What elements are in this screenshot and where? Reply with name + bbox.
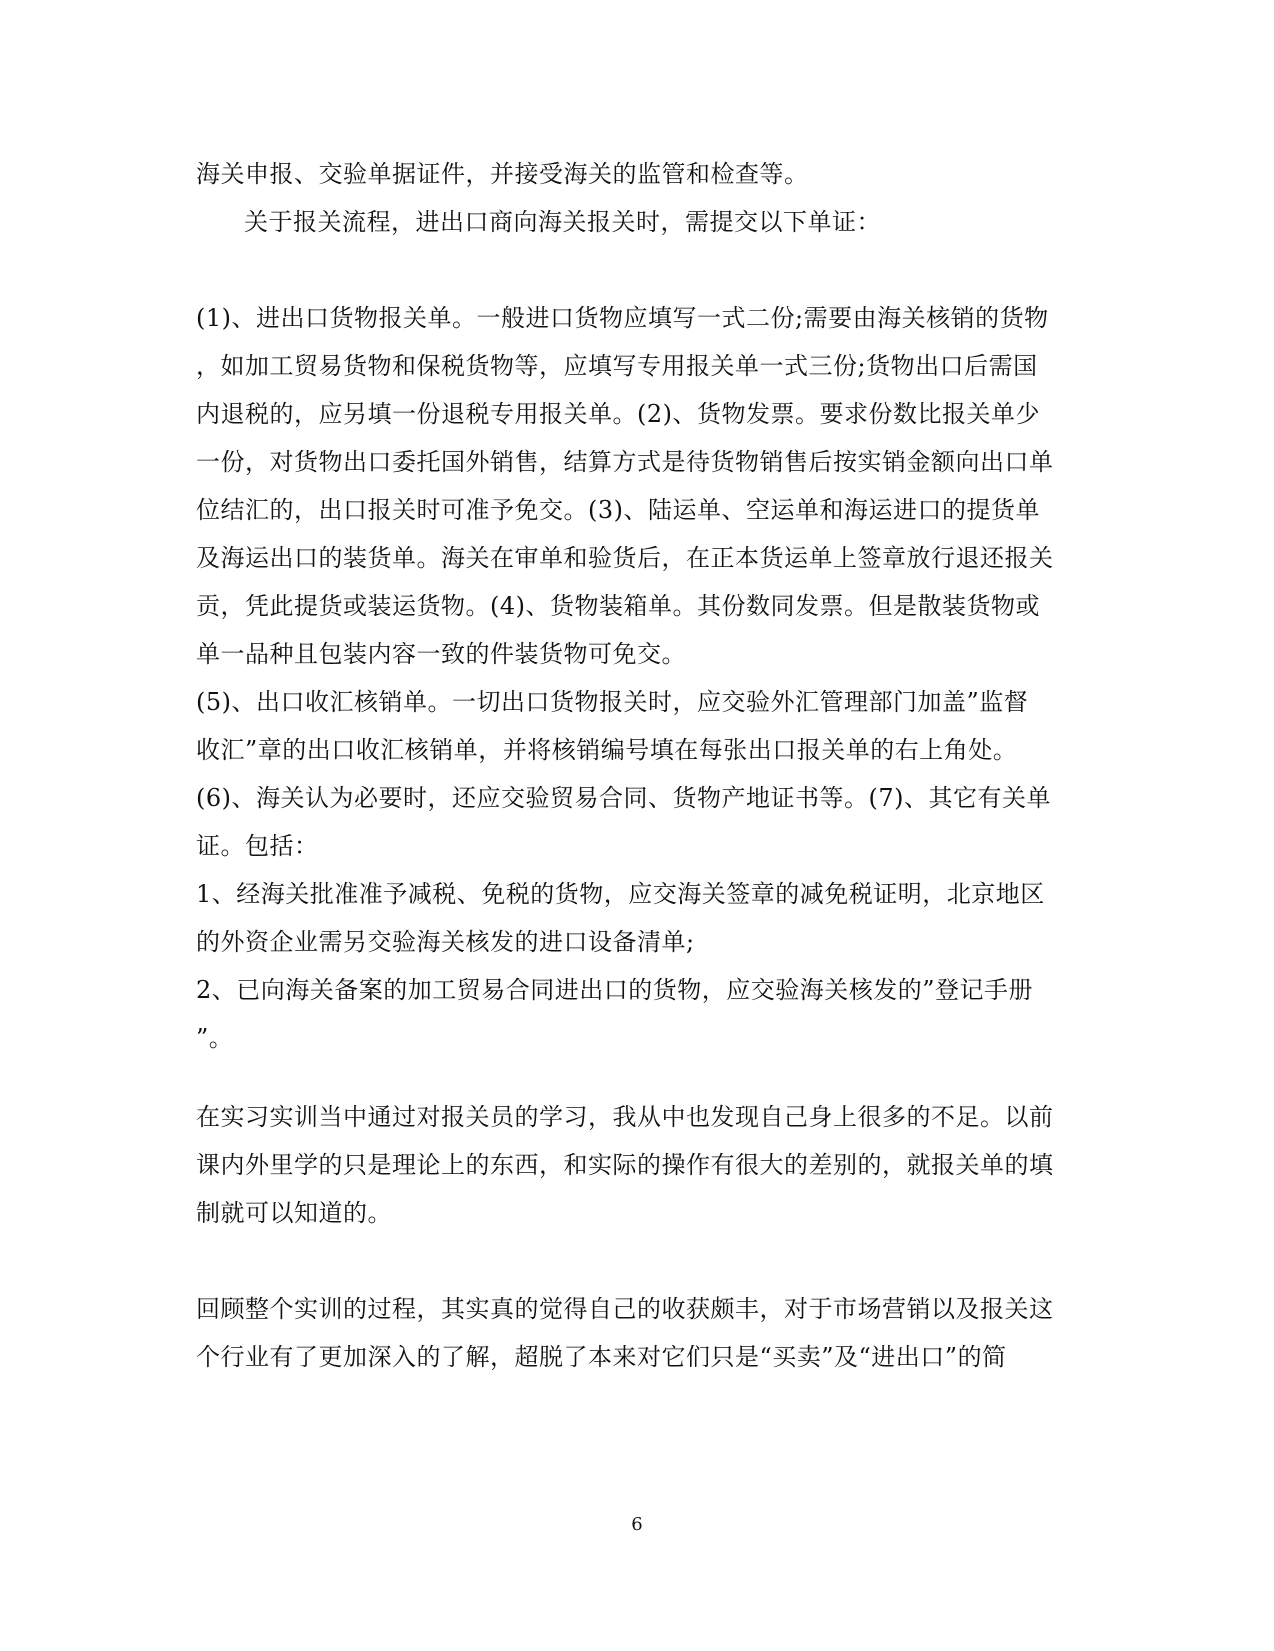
text-line: (6)、海关认为必要时，还应交验贸易合同、货物产地证书等。(7)、其它有关单 [196, 784, 1051, 812]
text-line: 2、已向海关备案的加工贸易合同进出口的货物，应交验海关核发的”登记手册 [196, 976, 1034, 1004]
text-line: 制就可以知道的。 [196, 1199, 392, 1227]
text-line: 内退税的，应另填一份退税专用报关单。(2)、货物发票。要求份数比报关单少 [196, 400, 1040, 428]
text-line: 个行业有了更加深入的了解，超脱了本来对它们只是“买卖”及“进出口”的简 [196, 1343, 1007, 1371]
text-line: ，如加工贸易货物和保税货物等，应填写专用报关单一式三份;货物出口后需国 [196, 352, 1038, 380]
text-line: 及海运出口的装货单。海关在审单和验货后，在正本货运单上签章放行退还报关 [196, 544, 1054, 572]
text-line: ”。 [196, 1024, 234, 1052]
text-line: 关于报关流程，进出口商向海关报关时，需提交以下单证： [244, 208, 881, 236]
text-line: 的外资企业需另交验海关核发的进口设备清单; [196, 928, 695, 956]
text-line: (5)、出口收汇核销单。一切出口货物报关时，应交验外汇管理部门加盖”监督 [196, 688, 1029, 716]
review-paragraph [196, 1285, 1076, 1381]
text-line: 课内外里学的只是理论上的东西，和实际的操作有很大的差别的，就报关单的填 [196, 1151, 1054, 1179]
text-line: 海关申报、交验单据证件，并接受海关的监管和检查等。 [196, 160, 809, 188]
text-line: (1)、进出口货物报关单。一般进口货物应填写一式二份;需要由海关核销的货物 [196, 304, 1049, 332]
text-line: 回顾整个实训的过程，其实真的觉得自己的收获颇丰，对于市场营销以及报关这 [196, 1295, 1054, 1323]
text-line: 单一品种且包装内容一致的件装货物可免交。 [196, 640, 686, 668]
text-line: 位结汇的，出口报关时可准予免交。(3)、陆运单、空运单和海运进口的提货单 [196, 496, 1040, 524]
reflection-paragraph [196, 1093, 1076, 1237]
text-line: 一份，对货物出口委托国外销售，结算方式是待货物销售后按实销金额向出口单 [196, 448, 1054, 476]
text-line: 收汇”章的出口收汇核销单，并将核销编号填在每张出口报关单的右上角处。 [196, 736, 1018, 764]
intro-paragraph [196, 150, 1076, 246]
page-number: 6 [631, 1514, 643, 1535]
text-line: 贡，凭此提货或装运货物。(4)、货物装箱单。其份数同发票。但是散装货物或 [196, 592, 1040, 620]
text-line: 在实习实训当中通过对报关员的学习，我从中也发现自己身上很多的不足。以前 [196, 1103, 1054, 1131]
text-line: 证。包括： [196, 832, 319, 860]
text-line: 1、经海关批准准予减税、免税的货物，应交海关签章的减免税证明，北京地区 [196, 880, 1045, 908]
documents-list-paragraph [196, 294, 1076, 1062]
